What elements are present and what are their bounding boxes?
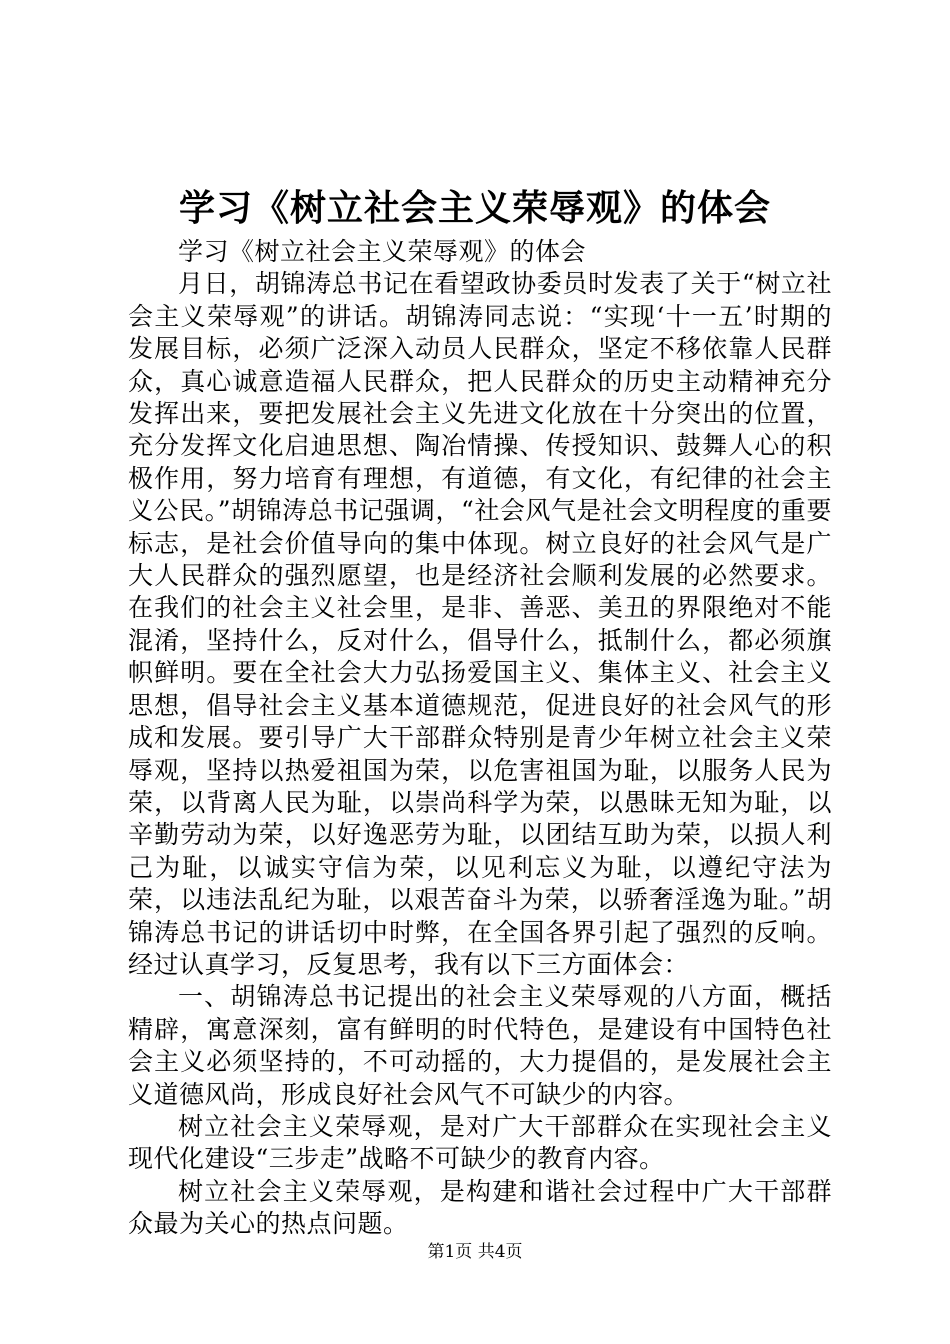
document-body (128, 236, 832, 1241)
body-paragraph: 一、胡锦涛总书记提出的社会主义荣辱观的八方面，概括精辟，寓意深刻，富有鲜明的时代特色，是建设有中国特色社会主义必须坚持的，不可动摇的，大力提倡的，是发展社会主义道德风尚，形成良好社会风气不可缺少的内容。 (128, 982, 832, 1109)
page-footer: 第1页 共4页 (427, 1242, 523, 1262)
document-title: 学习《树立社会主义荣辱观》的体会 (178, 187, 771, 229)
body-paragraph-subtitle: 学习《树立社会主义荣辱观》的体会 (178, 237, 587, 266)
body-paragraph: 树立社会主义荣辱观，是对广大干部群众在实现社会主义现代化建设“三步走”战略不可缺少的教育内容。 (128, 1111, 832, 1174)
body-paragraph: 树立社会主义荣辱观，是构建和谐社会过程中广大干部群众最为关心的热点问题。 (128, 1176, 832, 1239)
body-paragraph: 月日，胡锦涛总书记在看望政协委员时发表了关于“树立社会主义荣辱观”的讲话。胡锦涛同志说：“实现‘十一五’时期的发展目标，必须广泛深入动员人民群众，坚定不移依靠人民群众，真心诚意造福人民群众，把人民群众的历史主动精神充分发挥出来，要把发展社会主义先进文化放在十分突出的位置，充分发挥文化启迪思想、陶冶情操、传授知识、鼓舞人心的积极作用，努力培育有理想，有道德，有文化，有纪律的社会主义公民。”胡锦涛总书记强调，“社会风气是社会文明程度的重要标志，是社会价值导向的集中体现。树立良好的社会风气是广大人民群众的强烈愿望，也是经济社会顺利发展的必然要求。在我们的社会主义社会里，是非、善恶、美丑的界限绝对不能混淆，坚持什么，反对什么，倡导什么，抵制什么，都必须旗帜鲜明。要在全社会大力弘扬爱国主义、集体主义、社会主义思想，倡导社会主义基本道德规范，促进良好的社会风气的形成和发展。要引导广大干部群众特别是青少年树立社会主义荣辱观，坚持以热爱祖国为荣，以危害祖国为耻，以服务人民为荣，以背离人民为耻，以崇尚科学为荣，以愚昧无知为耻，以辛勤劳动为荣，以好逸恶劳为耻，以团结互助为荣，以损人利己为耻，以诚实守信为荣，以见利忘义为耻，以遵纪守法为荣，以违法乱纪为耻，以艰苦奋斗为荣，以骄奢淫逸为耻。”胡锦涛总书记的讲话切中时弊，在全国各界引起了强烈的反响。经过认真学习，反复思考，我有以下三方面体会： (128, 269, 832, 979)
